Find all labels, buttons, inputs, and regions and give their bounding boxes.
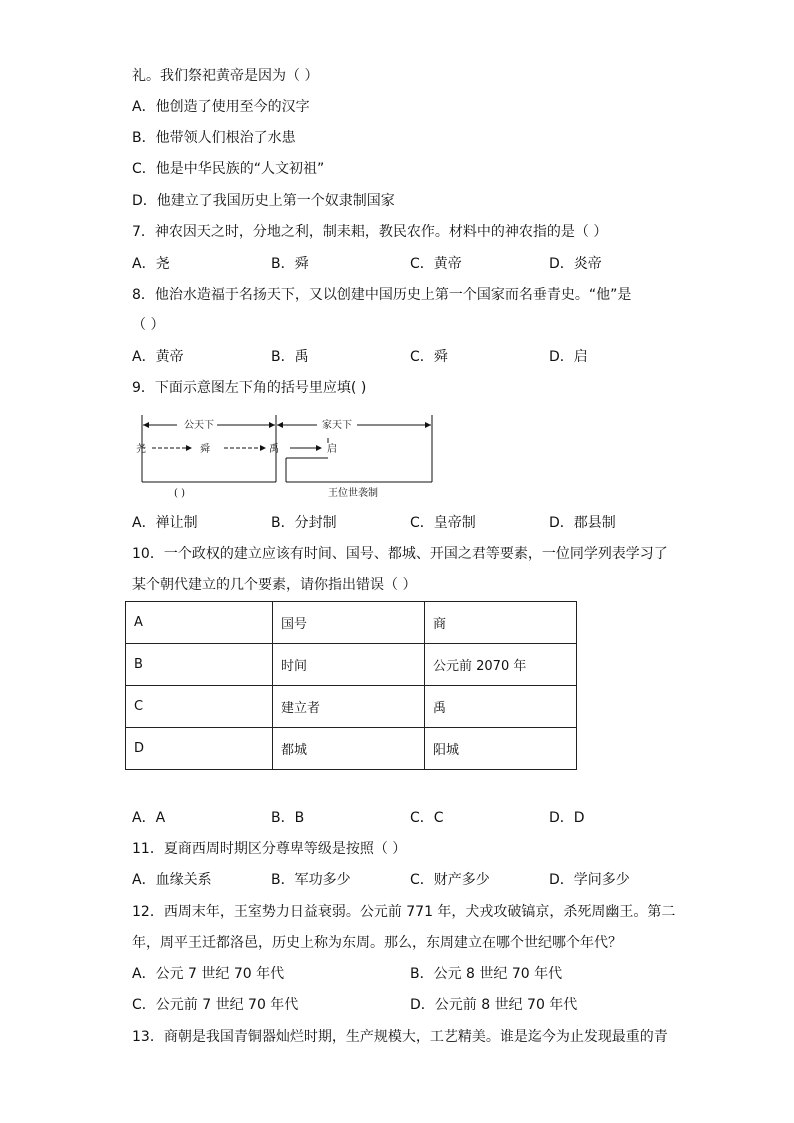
q12-option-d: D．公元前 8 世纪 70 年代 [410,997,578,1013]
q8-option-a: A．黄帝 [132,349,184,365]
q7-stem: 7．神农因天之时，分地之利，制耒耜，教民农作。材料中的神农指的是（ ） [132,224,608,240]
table-cell: D [126,728,273,770]
q7-option-a: A．尧 [132,256,170,272]
table-cell: A [126,602,273,644]
q9-option-d: D．郡县制 [549,515,616,531]
top-right-label: 家天下 [322,420,352,431]
q6-option-b: B．他带领人们根治了水患 [132,130,296,146]
q12-stem-2: 年，周平王迁都洛邑，历史上称为东周。那么，东周建立在哪个世纪哪个年代？ [132,935,622,951]
q7-option-b: B．舜 [271,256,309,272]
q8-stem-blank: （ ） [132,317,165,333]
q10-stem: 10．一个政权的建立应该有时间、国号、都城、开国之君等要素，一位同学列表学习了 [132,546,668,562]
q8-option-b: B．禹 [271,349,309,365]
q13-stem: 13．商朝是我国青铜器灿烂时期，生产规模大，工艺精美。谁是迄今为止发现最重的青 [132,1029,668,1045]
table-row [126,686,577,728]
top-left-label: 公天下 [184,420,214,431]
q10-option-a: A．A [132,810,166,826]
q6-option-d: D．他建立了我国历史上第一个奴隶制国家 [132,193,395,209]
q7-option-d: D．炎帝 [549,256,602,272]
table-cell: 建立者 [273,686,425,728]
table-cell: 商 [425,602,577,644]
q12-option-b: B．公元 8 世纪 70 年代 [410,966,563,982]
dynasty-table [125,601,577,770]
table-cell: 禹 [425,686,577,728]
q12-option-a: A．公元 7 世纪 70 年代 [132,966,285,982]
q6-option-a: A．他创造了使用至今的汉字 [132,99,310,115]
table-cell: 公元前 2070 年 [425,644,577,686]
q8-option-d: D．启 [549,349,588,365]
q11-option-a: A．血缘关系 [132,872,212,888]
q11-option-c: C．财产多少 [410,872,490,888]
table-row [126,644,577,686]
q7-option-c: C．黄帝 [410,256,462,272]
table-row [126,602,577,644]
q10-stem-2: 某个朝代建立的几个要素，请你指出错误（ ） [132,577,417,593]
node-qi: 启 [327,444,337,455]
q6-stem: 礼。我们祭祀黄帝是因为（ ） [132,68,319,84]
bracket-left-label: ( ) [174,488,185,499]
table-cell: 都城 [273,728,425,770]
q9-option-a: A．禅让制 [132,515,198,531]
node-yu: 禹 [269,444,279,455]
table-cell: C [126,686,273,728]
q11-stem: 11．夏商西周时期区分尊卑等级是按照（ ） [132,841,407,857]
q11-option-b: B．军功多少 [271,872,351,888]
table-cell: 时间 [273,644,425,686]
q11-option-d: D．学问多少 [549,872,630,888]
q10-option-c: C．C [410,810,444,826]
node-shun: 舜 [200,444,210,455]
succession-diagram [132,410,442,500]
q6-option-c: C．他是中华民族的“人文初祖” [132,161,325,177]
table-cell: 国号 [273,602,425,644]
q8-stem: 8．他治水造福于名扬天下，又以创建中国历史上第一个国家而名垂青史。“他”是 [132,287,632,303]
q12-stem: 12．西周末年，王室势力日益衰弱。公元前 771 年，犬戎攻破镐京，杀死周幽王。第二 [132,904,676,920]
table-cell: B [126,644,273,686]
q8-option-c: C．舜 [410,349,448,365]
table-row [126,728,577,770]
q9-stem: 9．下面示意图左下角的括号里应填( ) [132,380,367,396]
q9-option-c: C．皇帝制 [410,515,476,531]
q12-option-c: C．公元前 7 世纪 70 年代 [132,997,299,1013]
node-yao: 尧 [136,444,146,455]
bracket-right-label: 王位世袭制 [328,488,378,499]
q10-option-d: D．D [549,810,585,826]
q9-option-b: B．分封制 [271,515,337,531]
table-cell: 阳城 [425,728,577,770]
q10-option-b: B．B [271,810,305,826]
